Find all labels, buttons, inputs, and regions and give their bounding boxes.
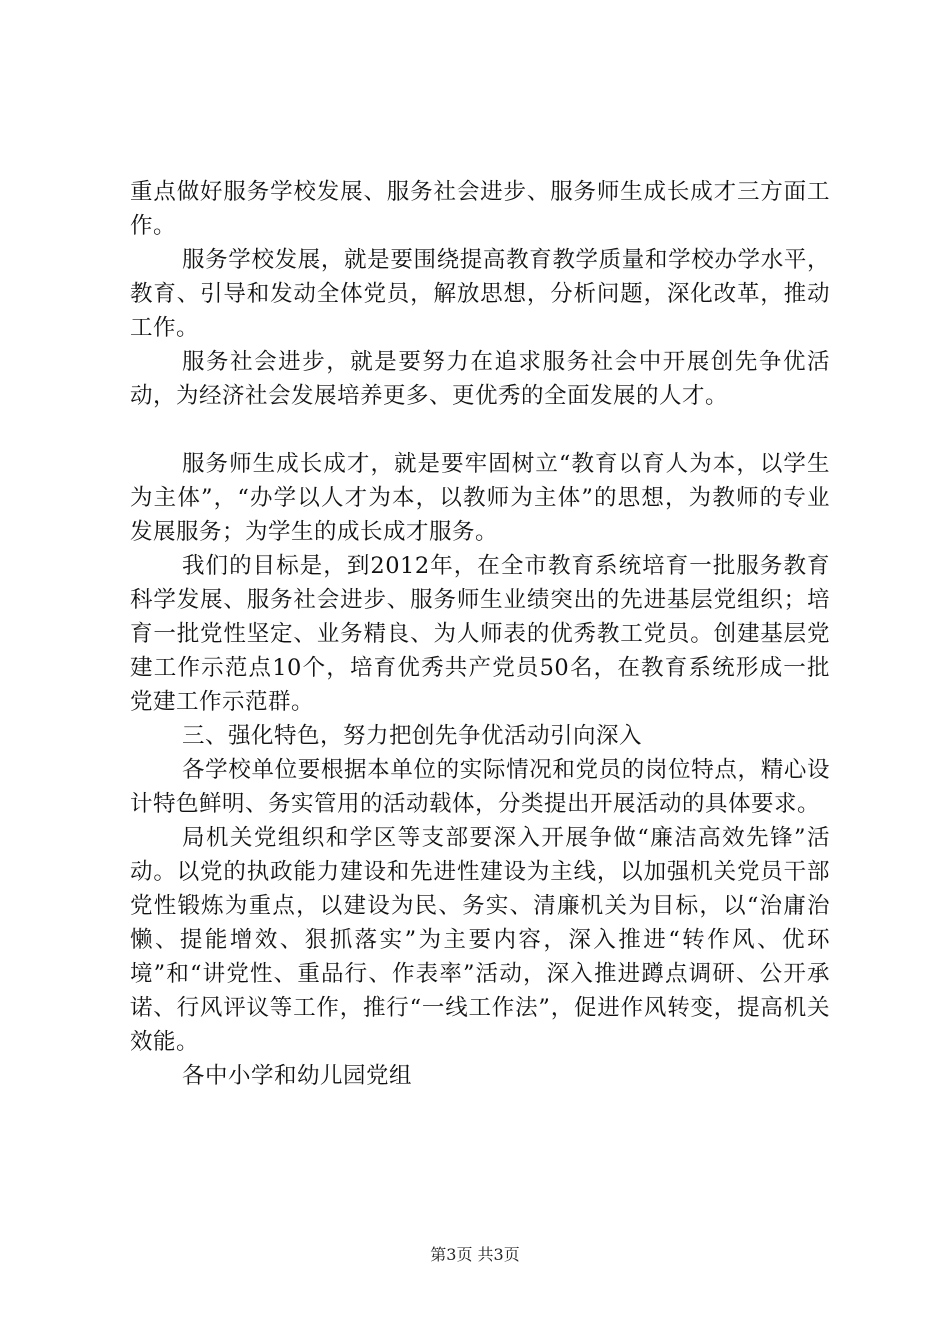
paragraph-serve-school: 服务学校发展，就是要围绕提高教育教学质量和学校办学水平，教育、引导和发动全体党员，解放思想，分析问题，深化改革，推动工作。 <box>130 247 830 341</box>
page-number-footer: 第3页 共3页 <box>430 1245 520 1264</box>
paragraph-serve-teachers-students: 服务师生成长成才，就是要牢固树立“教育以育人为本，以学生为主体”，“办学以人才为本，以教师为主体”的思想，为教师的专业发展服务；为学生的成长成才服务。 <box>130 451 830 545</box>
document-body <box>130 175 830 1093</box>
paragraph-unit-requirements: 各学校单位要根据本单位的实际情况和党员的岗位特点，精心设计特色鲜明、务实管用的活动载体，分类提出开展活动的具体要求。 <box>130 757 830 817</box>
paragraph-goals: 我们的目标是，到2012年，在全市教育系统培育一批服务教育科学发展、服务社会进步、服务师生业绩突出的先进基层党组织；培育一批党性坚定、业务精良、为人师表的优秀教工党员。创建基层党建工作示范点10个，培育优秀共产党员50名，在教育系统形成一批党建工作示范群。 <box>130 553 830 715</box>
paragraph-bureau-party: 局机关党组织和学区等支部要深入开展争做“廉洁高效先锋”活动。以党的执政能力建设和先进性建设为主线，以加强机关党员干部党性锻炼为重点，以建设为民、务实、清廉机关为目标，以“治庸治懒、提能增效、狠抓落实”为主要内容，深入推进“转作风、优环境”和“讲党性、重品行、作表率”活动，深入推进蹲点调研、公开承诺、行风评议等工作，推行“一线工作法”，促进作风转变，提高机关效能。 <box>130 825 830 1055</box>
section-heading-three: 三、强化特色，努力把创先争优活动引向深入 <box>182 723 643 749</box>
paragraph-schools-party: 各中小学和幼儿园党组 <box>182 1063 413 1089</box>
paragraph-continuation: 重点做好服务学校发展、服务社会进步、服务师生成长成才三方面工作。 <box>130 179 830 239</box>
paragraph-serve-society: 服务社会进步，就是要努力在追求服务社会中开展创先争优活动，为经济社会发展培养更多、更优秀的全面发展的人才。 <box>130 349 830 409</box>
